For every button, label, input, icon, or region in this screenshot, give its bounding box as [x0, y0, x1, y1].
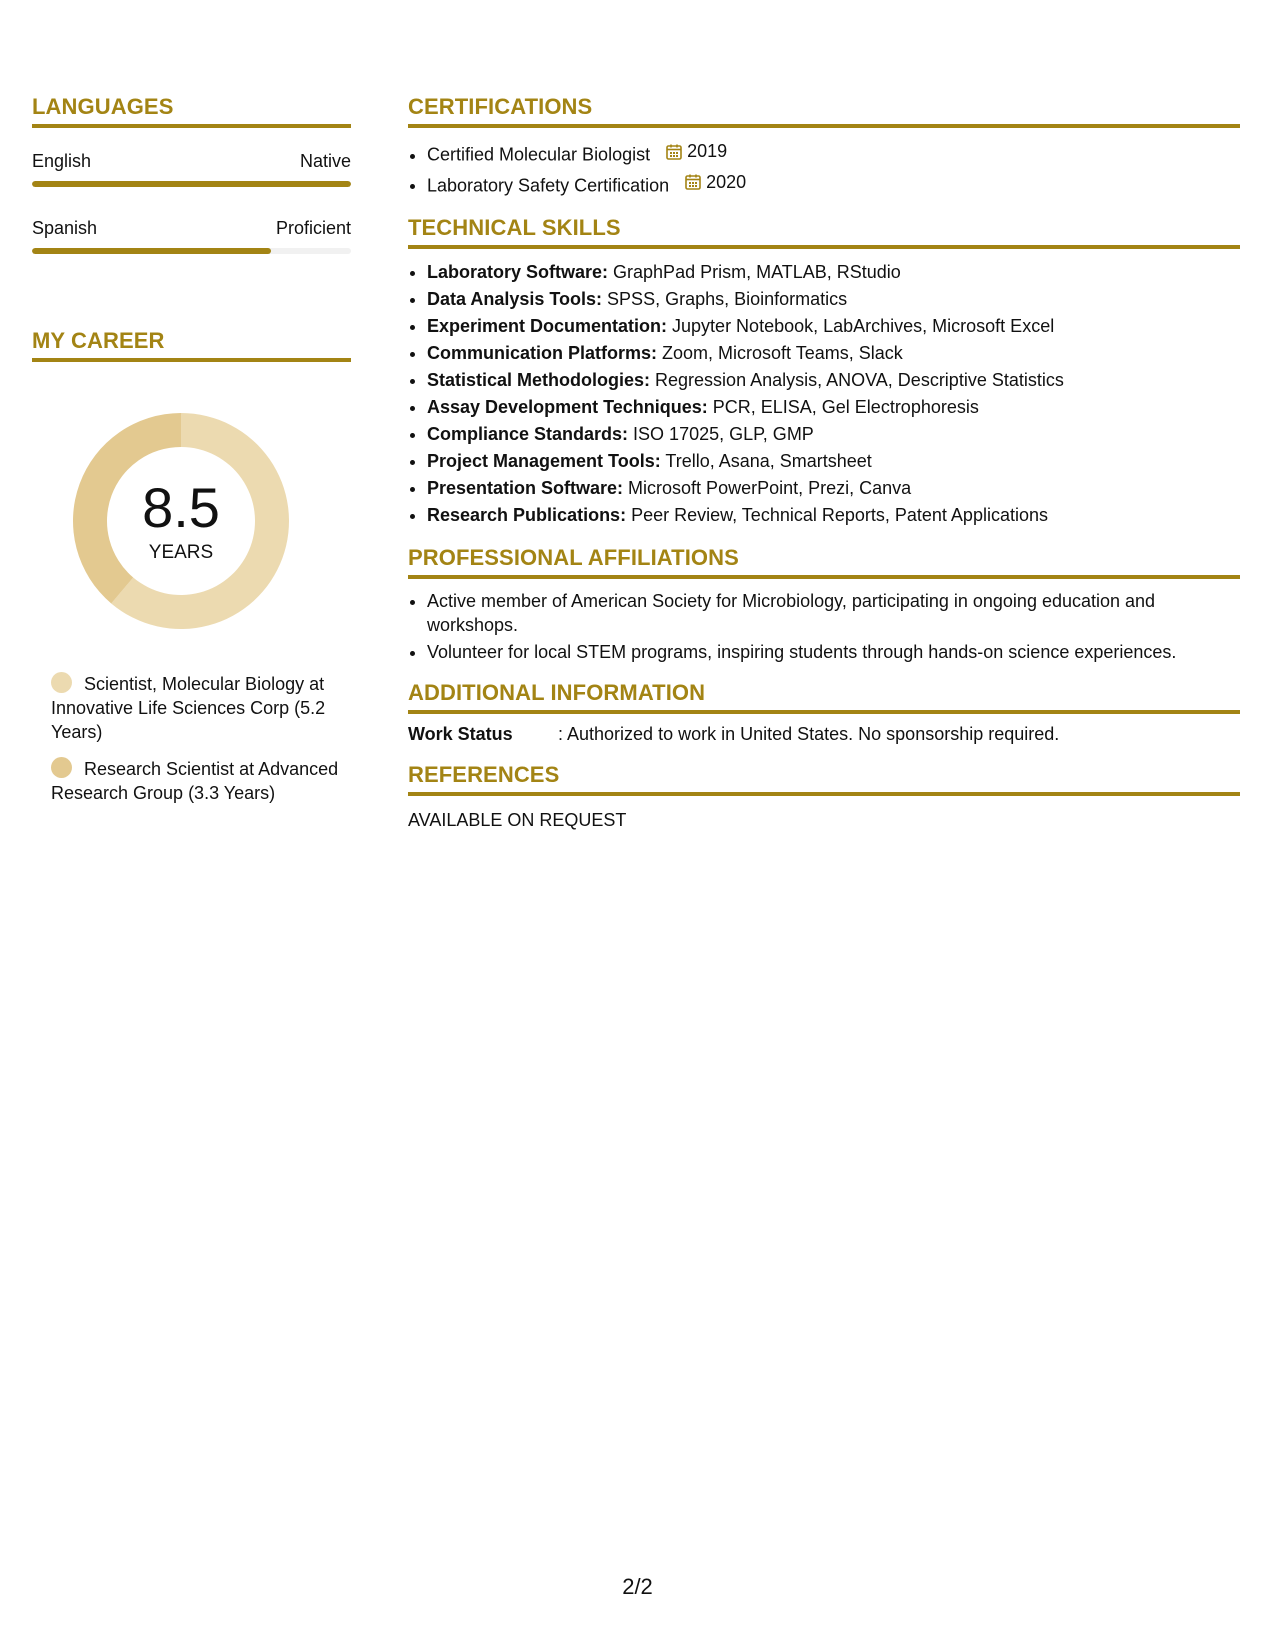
skill-label: Experiment Documentation: [427, 316, 668, 336]
career-role-item [51, 672, 351, 744]
skill-value: Peer Review, Technical Reports, Patent Applications [626, 505, 1048, 525]
skill-label: Presentation Software: [427, 478, 624, 498]
skill-value: SPSS, Graphs, Bioinformatics [602, 289, 848, 309]
language-proficiency-fill [32, 248, 271, 254]
skill-label: Assay Development Techniques: [427, 397, 708, 417]
work-status-label: Work Status [408, 724, 513, 744]
skill-label: Project Management Tools: [427, 451, 661, 471]
languages-title: LANGUAGES [32, 94, 351, 128]
right-column [408, 94, 1240, 848]
skill-item [427, 475, 1240, 502]
career-title: MY CAREER [32, 328, 351, 362]
skill-item [427, 313, 1240, 340]
affiliation-item: • Active member of American Society for Microbiology, participating in ongoing education and workshops. [427, 589, 1240, 637]
language-item-spanish [32, 217, 351, 254]
language-name: Spanish [32, 218, 98, 238]
career-donut-chart [66, 406, 296, 636]
language-level: Proficient [275, 218, 351, 238]
skill-item [427, 421, 1240, 448]
certification-name: Certified Molecular Biologist [427, 144, 651, 165]
technical-skills-title: TECHNICAL SKILLS [408, 215, 1240, 249]
skill-value: Microsoft PowerPoint, Prezi, Canva [623, 478, 912, 498]
career-role-label: Scientist, Molecular Biology at Innovative Life Sciences Corp (5.2 Years) [51, 674, 326, 742]
language-name: English [32, 151, 92, 171]
skill-item [427, 286, 1240, 313]
skill-value: GraphPad Prism, MATLAB, RStudio [608, 262, 901, 282]
technical-skills-list [408, 259, 1240, 529]
skill-item [427, 394, 1240, 421]
work-status-row [408, 722, 1240, 746]
skill-value: Zoom, Microsoft Teams, Slack [657, 343, 903, 363]
skill-item [427, 340, 1240, 367]
technical-skills-section [408, 215, 1240, 529]
affiliations-list [408, 589, 1240, 664]
affiliations-title: PROFESSIONAL AFFILIATIONS [408, 545, 1240, 579]
certification-item [427, 138, 1240, 169]
language-level: Native [299, 151, 351, 171]
language-proficiency-fill [32, 181, 351, 187]
language-item-english [32, 150, 351, 187]
certifications-title: CERTIFICATIONS [408, 94, 1240, 128]
certification-year: 2019 [687, 141, 728, 161]
skill-value: ISO 17025, GLP, GMP [628, 424, 814, 444]
skill-item [427, 502, 1240, 529]
certifications-list [408, 138, 1240, 199]
skill-item [427, 259, 1240, 286]
references-text: AVAILABLE ON REQUEST [408, 810, 627, 830]
calendar-icon [665, 143, 683, 161]
work-status-value: : Authorized to work in United States. No sponsorship required. [558, 724, 1060, 744]
skill-label: Research Publications: [427, 505, 627, 525]
skill-value: Trello, Asana, Smartsheet [660, 451, 872, 471]
career-section [32, 328, 351, 805]
languages-section [32, 94, 351, 254]
affiliation-item: • Volunteer for local STEM programs, inspiring students through hands-on science experiences. [427, 640, 1240, 664]
skill-value: PCR, ELISA, Gel Electrophoresis [707, 397, 979, 417]
certification-item [427, 169, 1240, 200]
certification-name: Laboratory Safety Certification [427, 175, 670, 195]
language-proficiency-bar [32, 248, 351, 254]
additional-info-title: ADDITIONAL INFORMATION [408, 680, 1240, 714]
career-role-label: Research Scientist at Advanced Research Group (3.3 Years) [51, 759, 339, 803]
skill-label: Communication Platforms: [427, 343, 658, 363]
career-years-label: YEARS [148, 542, 214, 563]
left-column [32, 94, 351, 818]
skill-label: Data Analysis Tools: [427, 289, 603, 309]
additional-info-section [408, 680, 1240, 746]
certification-year: 2020 [706, 171, 747, 192]
skill-label: Compliance Standards: [427, 424, 629, 444]
page-number: 2/2 [622, 1574, 653, 1599]
career-total-years: 8.5 [142, 476, 220, 539]
certifications-section [408, 94, 1240, 199]
affiliations-section [408, 545, 1240, 664]
skill-label: Laboratory Software: [427, 262, 609, 282]
skill-item [427, 448, 1240, 475]
career-legend-dot [51, 672, 72, 693]
career-legend-dot [51, 757, 72, 778]
skill-label: Statistical Methodologies: [427, 370, 651, 390]
career-roles-list [32, 672, 351, 805]
skill-value: Regression Analysis, ANOVA, Descriptive Statistics [650, 370, 1064, 390]
career-role-item [51, 757, 351, 805]
skill-item [427, 367, 1240, 394]
references-title: REFERENCES [408, 762, 1240, 796]
language-proficiency-bar [32, 181, 351, 187]
skill-value: Jupyter Notebook, LabArchives, Microsoft Excel [667, 316, 1055, 336]
calendar-icon [684, 173, 702, 191]
references-section [408, 762, 1240, 832]
